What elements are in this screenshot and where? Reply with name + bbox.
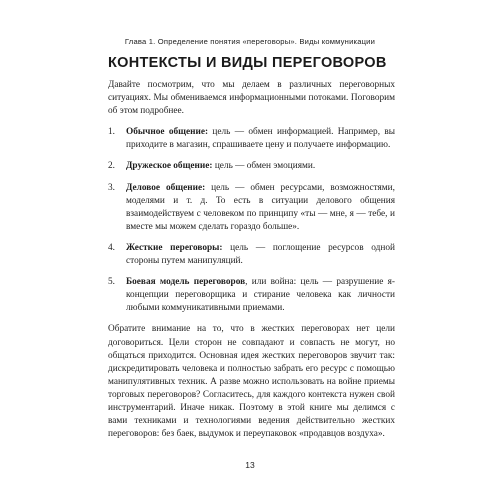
list-item [108, 182, 395, 234]
list-text: цель — обмен ресурсами, возможностями, моделями и т. д. То есть в ситуации делового общения взаимодействуем с человеком по принципу «ты — мне, я — тебе, и вместе мы можем сделать гораздо больше». [126, 182, 395, 232]
list-item [108, 160, 395, 173]
running-head: Глава 1. Определение понятия «переговоры». Виды коммуникации [124, 37, 376, 46]
list-text: цель — поглощение ресурсов одной стороны путем манипуляций. [126, 242, 395, 267]
list-number: 4. [108, 242, 115, 253]
list-text: , или война: цель — разрушение я-концепции переговорщика и стирание человека как личности любыми коммуникативными приемами. [126, 277, 395, 314]
list-term: Боевая модель переговоров [126, 277, 246, 288]
list-number: 5. [108, 277, 115, 288]
closing-paragraph: Обратите внимание на то, что в жестких переговорах нет цели договориться. Цели сторон не совпадают и совпасть не могут, но общаться приходится. Основная идея жестких переговоров звучит так: дискредитировать человека и полностью забрать его ресурс с помощью манипулятивных техник. А разве можно использовать на войне приемы торговых переговоров? Согласитесь, для каждого контекста нужен свой инструментарий. Иначе никак. Поэтому в этой книге мы делимся с вами техниками и технологиями ведения действительно жестких переговоров: без баек, выдумок и переупаковок «продавцов воздуха». [108, 324, 395, 440]
section-body [108, 79, 395, 449]
list-item [108, 276, 395, 315]
section-title: КОНТЕКСТЫ И ВИДЫ ПЕРЕГОВОРОВ [108, 55, 387, 71]
list-term: Деловое общение: [126, 182, 206, 193]
list-item [108, 242, 395, 268]
context-list [108, 126, 395, 315]
page-number: 13 [245, 460, 255, 470]
list-item [108, 126, 395, 152]
list-number: 1. [108, 127, 115, 138]
intro-paragraph: Давайте посмотрим, что мы делаем в различных переговорных ситуациях. Мы обмениваемся информационными потоками. Поговорим об этом подробнее. [108, 80, 395, 117]
list-term: Дружеское общение: [126, 161, 213, 172]
list-text: цель — обмен информацией. Например, вы приходите в магазин, спрашиваете цену и получаете информацию. [126, 127, 395, 151]
list-number: 3. [108, 182, 115, 193]
list-number: 2. [108, 161, 115, 172]
list-term: Обычное общение: [126, 127, 209, 138]
list-term: Жесткие переговоры: [126, 242, 223, 253]
list-text: цель — обмен эмоциями. [212, 161, 316, 172]
